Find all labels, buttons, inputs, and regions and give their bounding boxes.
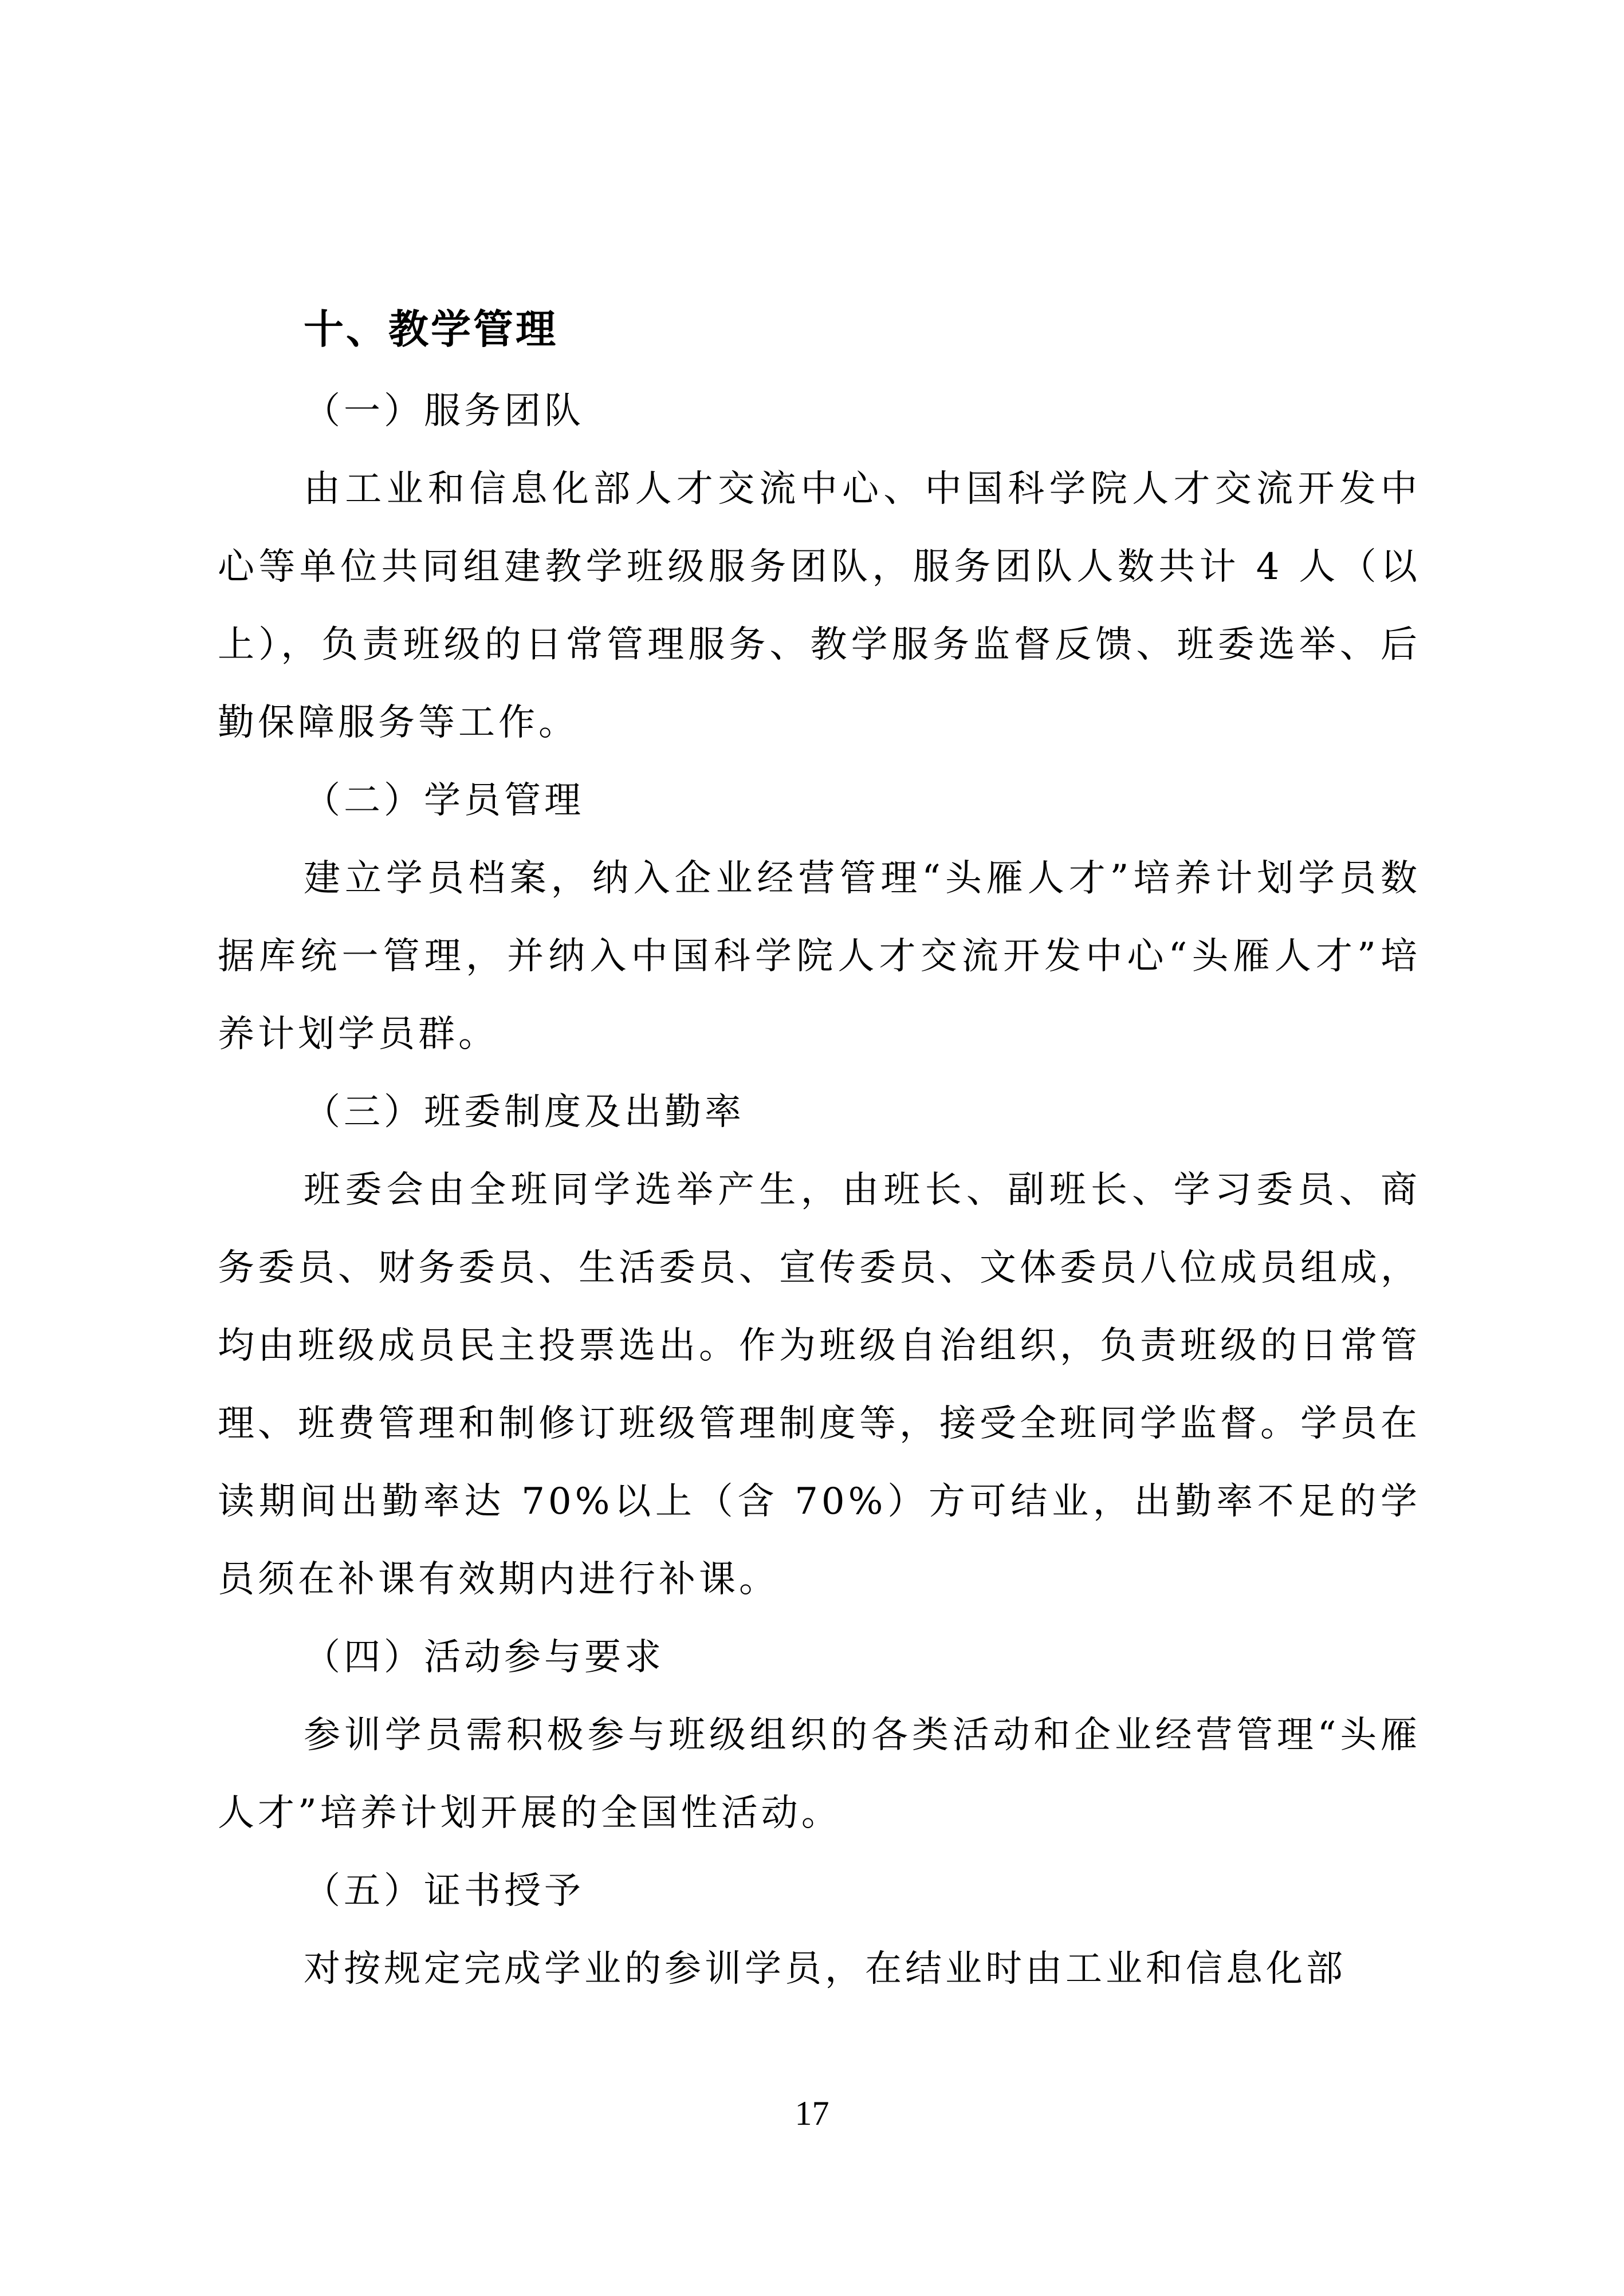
subsection-heading-service-team: （一）服务团队 <box>304 390 584 432</box>
subsection-heading-activity-requirements: （四）活动参与要求 <box>304 1636 664 1679</box>
paragraph-activity-requirements: 参训学员需积极参与班级组织的各类活动和企业经营管理“头雁人才”培养计划开展的全国性活动。 <box>218 1714 1421 1834</box>
subsection-heading-certificate: （五）证书授予 <box>304 1870 584 1912</box>
paragraph-student-management: 建立学员档案，纳入企业经营管理“头雁人才”培养计划学员数据库统一管理，并纳入中国科学院人才交流开发中心“头雁人才”培养计划学员群。 <box>218 857 1421 1056</box>
subsection-heading-student-management: （二）学员管理 <box>304 779 584 822</box>
subsection-heading-class-committee: （三）班委制度及出勤率 <box>304 1091 745 1133</box>
paragraph-certificate: 对按规定完成学业的参训学员，在结业时由工业和信息化部 <box>304 1948 1346 1990</box>
page-number: 17 <box>795 2094 829 2132</box>
paragraph-class-committee: 班委会由全班同学选举产生，由班长、副班长、学习委员、商务委员、财务委员、生活委员、宣传委员、文体委员八位成员组成，均由班级成员民主投票选出。作为班级自治组织，负责班级的日常管理、班费管理和制修订班级管理制度等，接受全班同学监督。学员在读期间出勤率达 70%以上（含 70%）方可结业，出勤率不足的学员须在补课有效期内进行补课。 <box>218 1169 1421 1601</box>
section-title: 十、教学管理 <box>304 306 558 353</box>
document-body <box>218 372 1421 2008</box>
paragraph-service-team: 由工业和信息化部人才交流中心、中国科学院人才交流开发中心等单位共同组建教学班级服务团队，服务团队人数共计 4 人（以上），负责班级的日常管理服务、教学服务监督反馈、班委选举、后勤保障服务等工作。 <box>218 468 1421 744</box>
